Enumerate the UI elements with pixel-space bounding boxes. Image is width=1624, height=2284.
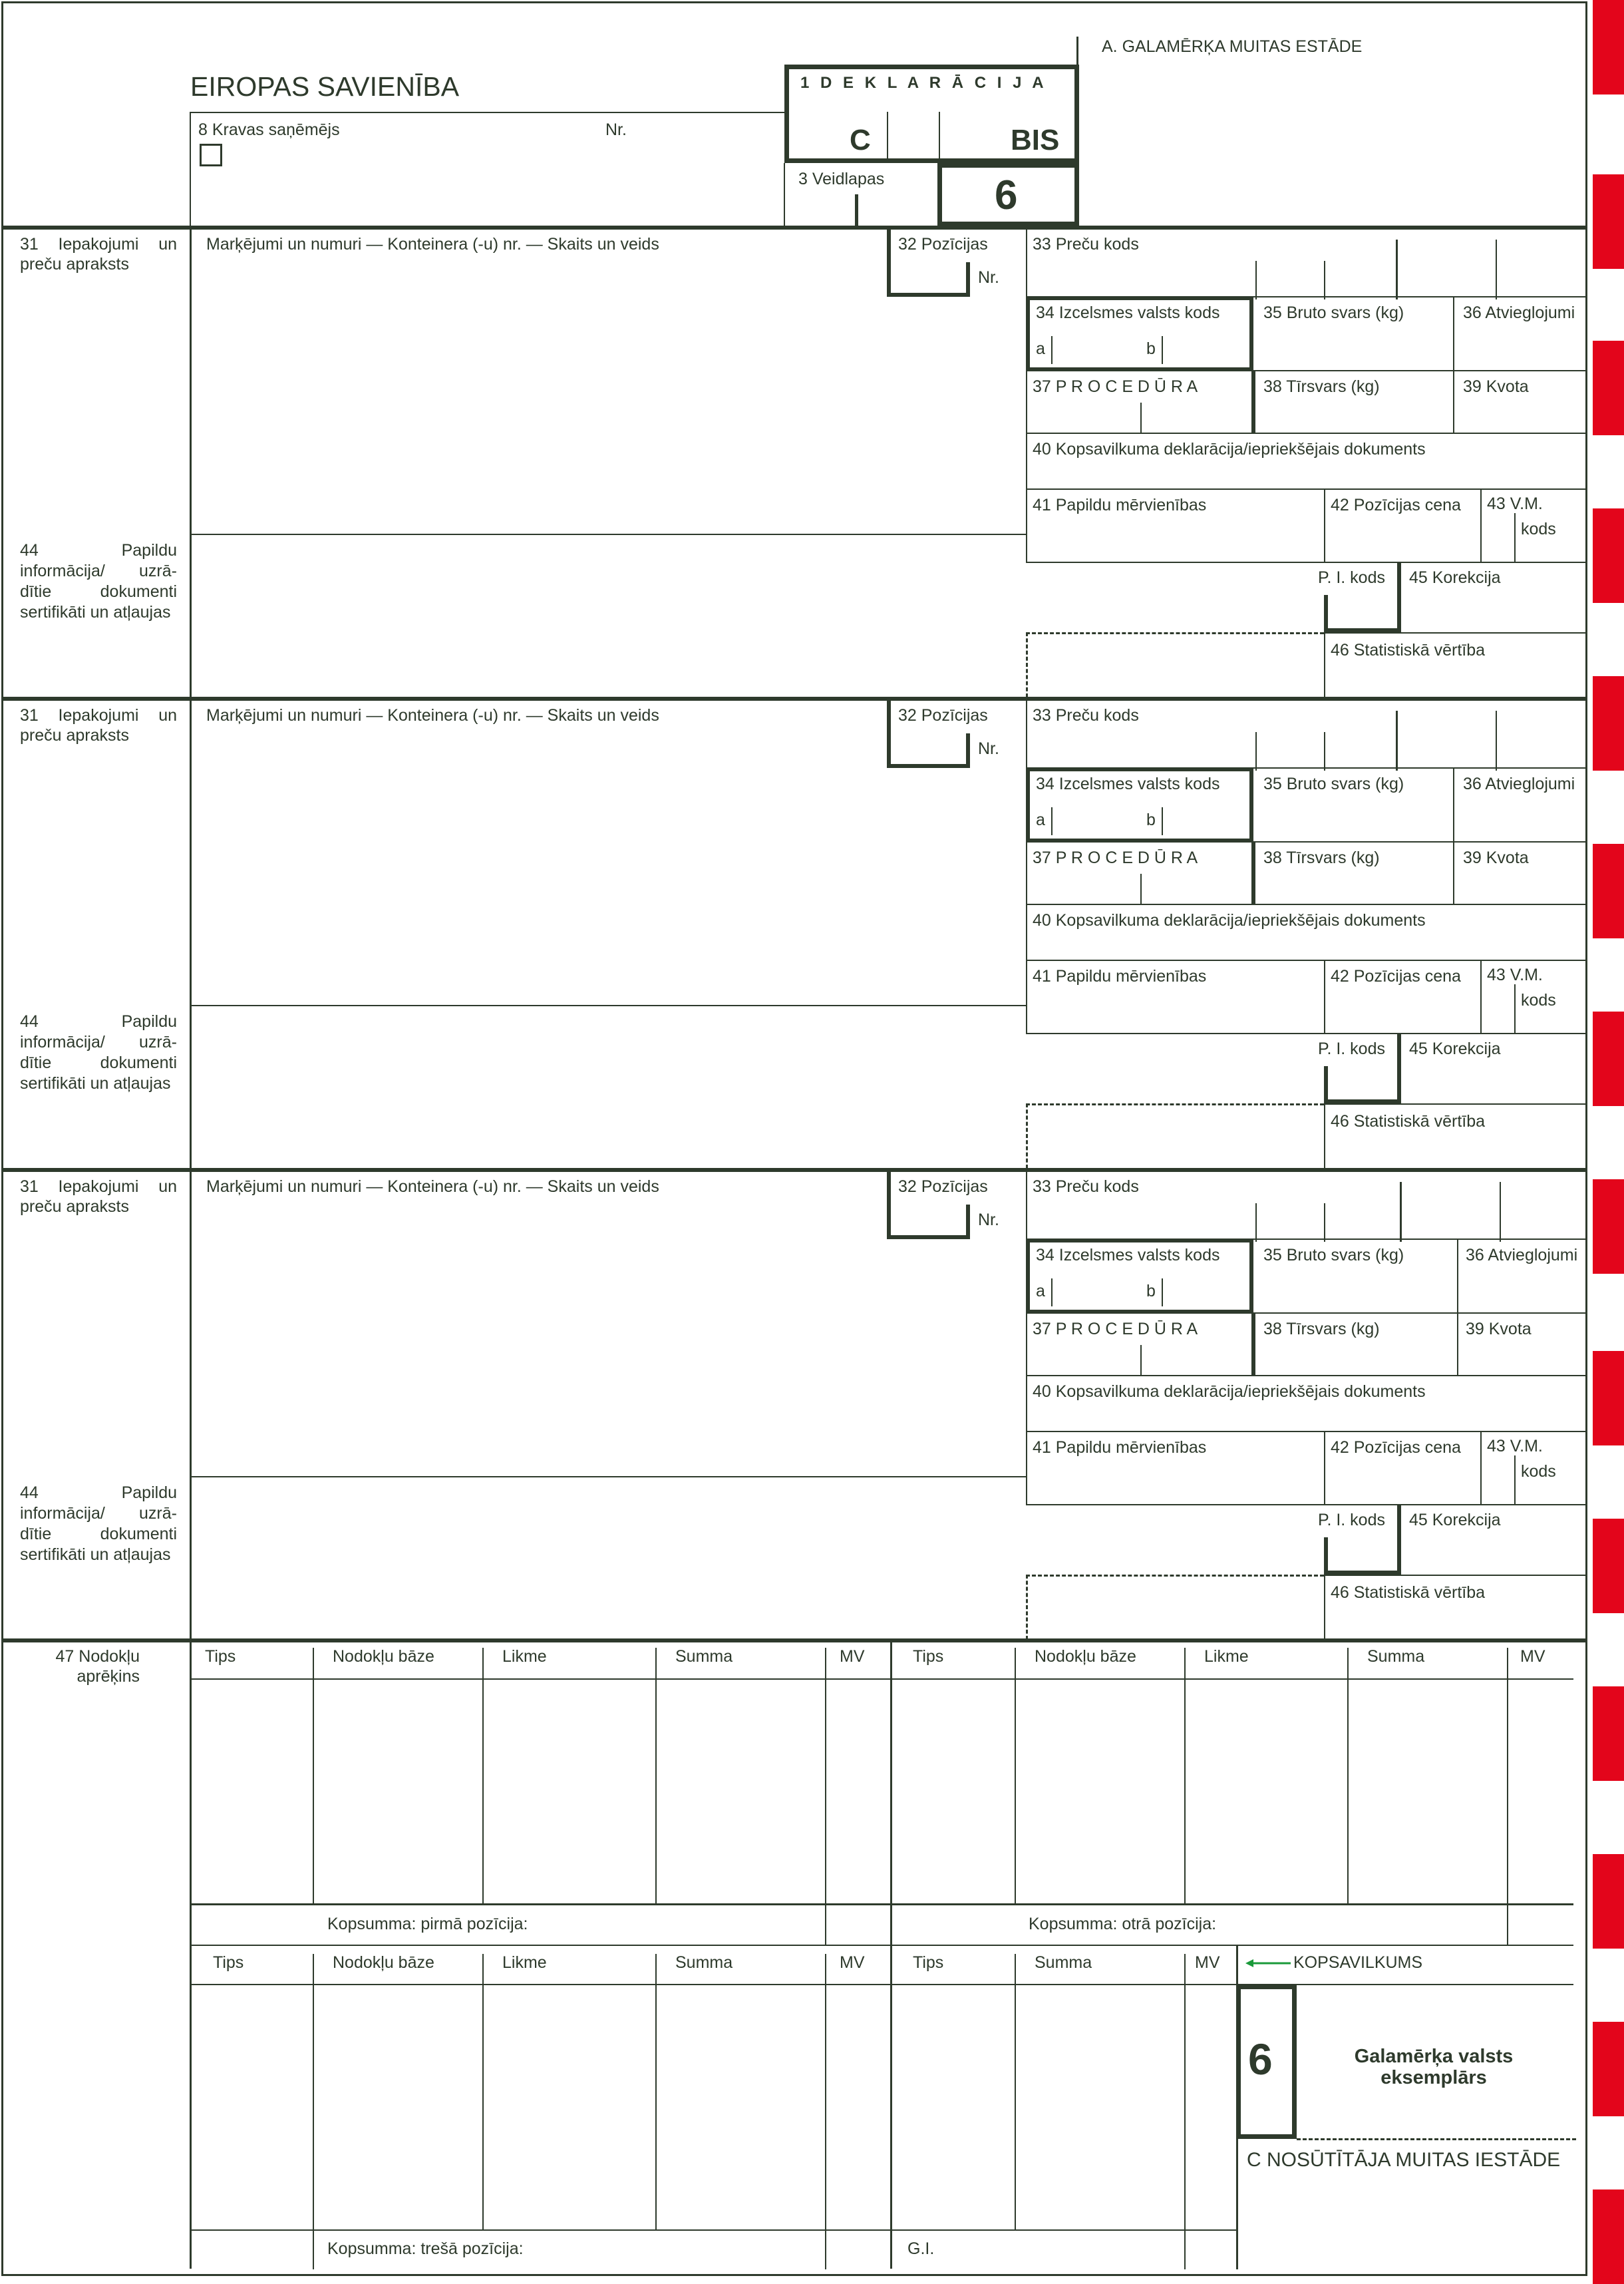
field-31-bottom [190, 1476, 1026, 1477]
field-31-label: 31 Iepakojumi un preču apraksts [20, 235, 177, 274]
field-44-label: 44 Papildu informācija/ uzrā-dītie dokumenti sertifikāti un atļaujas [20, 541, 177, 622]
col-div-4 [825, 1648, 826, 1945]
marks-label: Marķējumi un numuri — Konteinera (-u) nr. — Skaits un veids [206, 1177, 659, 1196]
col-mv-3: MV [840, 1953, 865, 1972]
f37-right [1251, 1312, 1255, 1375]
field-34-label: 34 Izcelsmes valsts kods [1036, 1246, 1220, 1264]
total-first-label: Kopsumma: pirmā pozīcija: [327, 1915, 528, 1933]
field-32-nr-divider [966, 262, 970, 297]
pi-kods-left [1324, 1537, 1328, 1575]
item-top-rule [1, 1168, 1587, 1172]
f33-tick-3 [1396, 711, 1398, 771]
field-35-label: 35 Bruto svars (kg) [1263, 775, 1404, 793]
col-sum-4: Summa [1035, 1953, 1092, 1972]
field-46-left [1324, 632, 1325, 697]
field-44-label: 44 Papildu informācija/ uzrā-dītie dokumenti sertifikāti un atļaujas [20, 1012, 177, 1093]
field-46-label: 46 Statistiskā vērtība [1331, 641, 1486, 660]
field-46-top [1324, 1575, 1586, 1576]
col-div-7 [1347, 1648, 1349, 1903]
tax-total-row-bottom [190, 1945, 1573, 1946]
field-35-label: 35 Bruto svars (kg) [1263, 1246, 1404, 1264]
field-43-kods: kods [1521, 991, 1556, 1010]
col-left-divider [190, 697, 192, 1169]
red-tab [1593, 1854, 1624, 1949]
f43-divider [1480, 488, 1482, 562]
col-tips-3: Tips [213, 1953, 244, 1972]
pi-kods-left [1324, 595, 1328, 632]
field-45-label: 45 Korekcija [1409, 1511, 1501, 1529]
box8-top-line [190, 112, 786, 113]
field-46-dashed-left [1026, 1575, 1028, 1640]
col-sum-3: Summa [675, 1953, 733, 1972]
field-42-label: 42 Pozīcijas cena [1331, 496, 1461, 514]
row-41-top [1026, 960, 1586, 961]
field-33-label: 33 Preču kods [1033, 235, 1139, 254]
col-base-1: Nodokļu bāze [333, 1647, 434, 1666]
red-tab [1593, 1179, 1624, 1274]
row-34-top [1253, 767, 1586, 769]
field-47-label: 47 Nodokļu aprēķins [55, 1647, 140, 1686]
field-36-label: 36 Atvieglojumi [1466, 1246, 1578, 1264]
field-32-bottom [887, 1235, 969, 1239]
field-42-label: 42 Pozīcijas cena [1331, 967, 1461, 986]
tax-top-rule [1, 1638, 1587, 1642]
pi-kods-label: P. I. kods [1318, 568, 1385, 587]
f36-divider [1453, 296, 1454, 433]
red-tab [1593, 1686, 1624, 1781]
col-rate-2: Likme [1204, 1647, 1249, 1666]
f34-a-tick [1051, 336, 1053, 364]
red-tab [1593, 174, 1624, 269]
box3-value: 6 [995, 172, 1018, 218]
tax-lower-total-top [190, 2229, 1236, 2231]
col-mv-2: MV [1520, 1647, 1545, 1666]
union-title: EIROPAS SAVIENĪBA [190, 71, 460, 102]
pi-kods-right [1397, 1033, 1401, 1103]
col-right-divider [1026, 1169, 1027, 1505]
col-div-8 [1507, 1648, 1508, 1945]
row-34-top [1253, 1238, 1586, 1240]
col-left-divider [190, 226, 192, 697]
field-43-label: 43 V.M. [1487, 1437, 1543, 1455]
col-div-11 [655, 1954, 657, 2229]
f33-tick-2 [1324, 1203, 1325, 1242]
field-34-a: a [1036, 811, 1045, 829]
f34-a-tick [1051, 1278, 1053, 1306]
f37-right [1251, 370, 1255, 433]
col-div-mid [890, 1640, 892, 2269]
field-39-label: 39 Kvota [1463, 377, 1529, 396]
f34-b-tick [1162, 1278, 1163, 1306]
field-32-nr: Nr. [978, 1211, 999, 1229]
f43-tick [1514, 984, 1516, 1034]
field-46-label: 46 Statistiskā vērtība [1331, 1583, 1486, 1602]
f33-tick-1 [1255, 1203, 1257, 1242]
field-34-b: b [1146, 339, 1156, 358]
field-37-label: 37 P R O C E D Ū R A [1033, 377, 1198, 396]
field-31-bottom [190, 534, 1026, 535]
f42-divider [1324, 960, 1325, 1034]
col-rate-3: Likme [502, 1953, 547, 1972]
field-38-label: 38 Tīrsvars (kg) [1263, 849, 1380, 867]
col-base-2: Nodokļu bāze [1035, 1647, 1136, 1666]
field-42-label: 42 Pozīcijas cena [1331, 1438, 1461, 1457]
red-tab [1593, 1351, 1624, 1445]
field-43-kods: kods [1521, 520, 1556, 538]
field-33-label: 33 Preču kods [1033, 1177, 1139, 1196]
red-tab [1593, 1519, 1624, 1613]
red-tab [1593, 0, 1624, 95]
row-41-top [1026, 488, 1586, 490]
f43-tick [1514, 513, 1516, 562]
tax-total-row-top [190, 1903, 1573, 1905]
box1-divider-2 [939, 112, 940, 160]
field-39-label: 39 Kvota [1466, 1320, 1532, 1338]
row-40-top [1026, 1375, 1586, 1376]
field-32-left [887, 1169, 891, 1239]
f37-tick [1140, 1345, 1142, 1375]
box-a-divider [1076, 37, 1078, 65]
field-31-bottom [190, 1005, 1026, 1006]
row-37-top [1253, 841, 1586, 843]
field-46-dashed-left [1026, 632, 1028, 697]
f33-tick-2 [1324, 261, 1325, 299]
field-32-nr-divider [966, 1205, 970, 1239]
field-32-nr: Nr. [978, 739, 999, 758]
row-40-top [1026, 904, 1586, 905]
field-38-label: 38 Tīrsvars (kg) [1263, 377, 1380, 396]
field-40-label: 40 Kopsavilkuma deklarācija/iepriekšējais dokuments [1033, 911, 1426, 930]
field-43-label: 43 V.M. [1487, 966, 1543, 984]
marks-label: Marķējumi un numuri — Konteinera (-u) nr. — Skaits un veids [206, 706, 659, 725]
f42-divider [1324, 1431, 1325, 1505]
box8-label: 8 Kravas saņēmējs [198, 120, 340, 139]
red-tab [1593, 844, 1624, 938]
field-46-label: 46 Statistiskā vērtība [1331, 1112, 1486, 1131]
field-32-bottom [887, 293, 969, 297]
field-32-left [887, 697, 891, 768]
box8-left-line [190, 112, 191, 226]
field-35-label: 35 Bruto svars (kg) [1263, 303, 1404, 322]
row-41-bottom [1026, 1033, 1586, 1034]
col-tips-4: Tips [913, 1953, 944, 1972]
page-border [1, 1, 1587, 2276]
field-31-label: 31 Iepakojumi un preču apraksts [20, 706, 177, 745]
col-div-12 [825, 1954, 826, 2269]
field-46-left [1324, 1575, 1325, 1640]
field-45-label: 45 Korekcija [1409, 568, 1501, 587]
col-base-3: Nodokļu bāze [333, 1953, 434, 1972]
field-46-left [1324, 1103, 1325, 1169]
f43-divider [1480, 1431, 1482, 1505]
field-40-label: 40 Kopsavilkuma deklarācija/iepriekšējais dokuments [1033, 440, 1426, 459]
field-46-dashed-top [1026, 1103, 1324, 1105]
f33-tick-2 [1324, 732, 1325, 771]
col-div-10 [482, 1954, 484, 2229]
red-tab [1593, 2022, 1624, 2116]
field-46-top [1324, 1103, 1586, 1105]
total-second-label: Kopsumma: otrā pozīcija: [1029, 1915, 1217, 1933]
marks-label: Marķējumi un numuri — Konteinera (-u) nr. — Skaits un veids [206, 235, 659, 254]
item-top-rule [1, 697, 1587, 701]
field-34-b: b [1146, 1282, 1156, 1300]
col-right-divider [1026, 226, 1027, 562]
field-32-label: 32 Pozīcijas [898, 1177, 988, 1196]
field-37-label: 37 P R O C E D Ū R A [1033, 849, 1198, 867]
summary-arrow-icon [1245, 1955, 1292, 1971]
tax-header-underline [190, 1678, 1573, 1680]
f37-tick [1140, 874, 1142, 904]
row-37-top [1253, 370, 1586, 371]
col-right-divider [1026, 697, 1027, 1034]
red-tab [1593, 2189, 1624, 2284]
box8-checkbox[interactable] [200, 144, 222, 166]
pi-kods-left [1324, 1066, 1328, 1103]
pi-kods-right [1397, 562, 1401, 632]
tax-lower-header-underline [190, 1984, 1573, 1985]
field-41-label: 41 Papildu mērvienības [1033, 1438, 1207, 1457]
field-43-kods: kods [1521, 1462, 1556, 1481]
field-32-nr: Nr. [978, 268, 999, 287]
field-34-label: 34 Izcelsmes valsts kods [1036, 775, 1220, 793]
field-31-label: 31 Iepakojumi un preču apraksts [20, 1177, 177, 1216]
field-32-bottom [887, 764, 969, 768]
f37-right [1251, 841, 1255, 904]
row-34-top [1253, 296, 1586, 297]
col-div-13 [1015, 1954, 1016, 2229]
box3-label: 3 Veidlapas [798, 170, 885, 188]
f33-tick-1 [1255, 732, 1257, 771]
box1-bis-value: BIS [1011, 124, 1060, 156]
col-div-14 [1184, 1954, 1186, 2269]
f42-divider [1324, 488, 1325, 562]
field-32-left [887, 226, 891, 297]
box1-c-value: C [850, 124, 871, 156]
col-sum-2: Summa [1367, 1647, 1425, 1666]
f34-a-tick [1051, 807, 1053, 835]
red-tab [1593, 1012, 1624, 1106]
field-38-label: 38 Tīrsvars (kg) [1263, 1320, 1380, 1338]
field-34-label: 34 Izcelsmes valsts kods [1036, 303, 1220, 322]
row-41-top [1026, 1431, 1586, 1432]
field-41-label: 41 Papildu mērvienības [1033, 967, 1207, 986]
copy-title: Galamērķa valsts eksemplārs [1354, 2046, 1514, 2088]
box-c-label: C NOSŪTĪTĀJA MUITAS IESTĀDE [1247, 2149, 1561, 2171]
f36-divider [1457, 1238, 1458, 1376]
field-36-label: 36 Atvieglojumi [1463, 303, 1575, 322]
f34-b-tick [1162, 807, 1163, 835]
col-sum-1: Summa [675, 1647, 733, 1666]
field-32-label: 32 Pozīcijas [898, 706, 988, 725]
pi-kods-right [1397, 1504, 1401, 1575]
red-tab [1593, 676, 1624, 771]
field-44-label: 44 Papildu informācija/ uzrā-dītie dokumenti sertifikāti un atļaujas [20, 1483, 177, 1564]
f33-tick-3 [1400, 1182, 1402, 1242]
f33-tick-3 [1396, 240, 1398, 299]
field-36-label: 36 Atvieglojumi [1463, 775, 1575, 793]
field-32-nr-divider [966, 733, 970, 768]
field-41-label: 41 Papildu mērvienības [1033, 496, 1207, 514]
field-32-label: 32 Pozīcijas [898, 235, 988, 254]
col-div-2 [482, 1648, 484, 1903]
f37-tick [1140, 403, 1142, 433]
red-tab [1593, 341, 1624, 435]
pi-kods-label: P. I. kods [1318, 1040, 1385, 1058]
col-div-6 [1184, 1648, 1186, 1903]
box-c-dashed-top [1297, 2138, 1576, 2140]
col-tips-1: Tips [205, 1647, 236, 1666]
box1-label: 1 D E K L A R Ā C I J A [800, 74, 1047, 92]
box3-tick [855, 194, 858, 226]
field-37-label: 37 P R O C E D Ū R A [1033, 1320, 1198, 1338]
summary-label: KOPSAVILKUMS [1293, 1953, 1423, 1972]
f43-tick [1514, 1455, 1516, 1505]
f33-tick-1 [1255, 261, 1257, 299]
field-34-b: b [1146, 811, 1156, 829]
row-41-bottom [1026, 562, 1586, 563]
field-34-a: a [1036, 339, 1045, 358]
field-39-label: 39 Kvota [1463, 849, 1529, 867]
gi-label: G.I. [907, 2239, 935, 2258]
field-33-label: 33 Preču kods [1033, 706, 1139, 725]
field-40-label: 40 Kopsavilkuma deklarācija/iepriekšējais dokuments [1033, 1382, 1426, 1401]
row-40-top [1026, 433, 1586, 434]
f43-divider [1480, 960, 1482, 1034]
box1-divider-1 [887, 112, 888, 160]
col-left-divider [190, 1169, 192, 1640]
f33-tick-4 [1500, 1182, 1501, 1242]
box3-left-line [784, 163, 785, 226]
tax-left-divider [190, 1640, 192, 2269]
box8-nr-label: Nr. [605, 120, 627, 139]
col-div-9 [313, 1954, 314, 2269]
row-37-top [1253, 1312, 1586, 1314]
col-rate-1: Likme [502, 1647, 547, 1666]
red-tab [1593, 508, 1624, 603]
f33-tick-4 [1496, 240, 1497, 299]
total-third-label: Kopsumma: trešā pozīcija: [327, 2239, 524, 2258]
col-tips-2: Tips [913, 1647, 944, 1666]
field-46-dashed-top [1026, 1575, 1324, 1577]
f34-b-tick [1162, 336, 1163, 364]
col-mv-4: MV [1195, 1953, 1220, 1972]
col-div-1 [313, 1648, 314, 1903]
col-div-3 [655, 1648, 657, 1903]
field-46-top [1324, 632, 1586, 634]
field-46-dashed-top [1026, 632, 1324, 634]
copy-number: 6 [1248, 2034, 1273, 2084]
field-46-dashed-left [1026, 1103, 1028, 1169]
field-43-label: 43 V.M. [1487, 494, 1543, 513]
f36-divider [1453, 767, 1454, 904]
col-mv-1: MV [840, 1647, 865, 1666]
col-div-5 [1015, 1648, 1016, 1903]
item-top-rule [1, 226, 1587, 230]
pi-kods-label: P. I. kods [1318, 1511, 1385, 1529]
field-45-label: 45 Korekcija [1409, 1040, 1501, 1058]
row-41-bottom [1026, 1504, 1586, 1505]
box-a-label: A. GALAMĒRĶA MUITAS ESTĀDE [1102, 37, 1363, 56]
field-34-a: a [1036, 1282, 1045, 1300]
f33-tick-4 [1496, 711, 1497, 771]
